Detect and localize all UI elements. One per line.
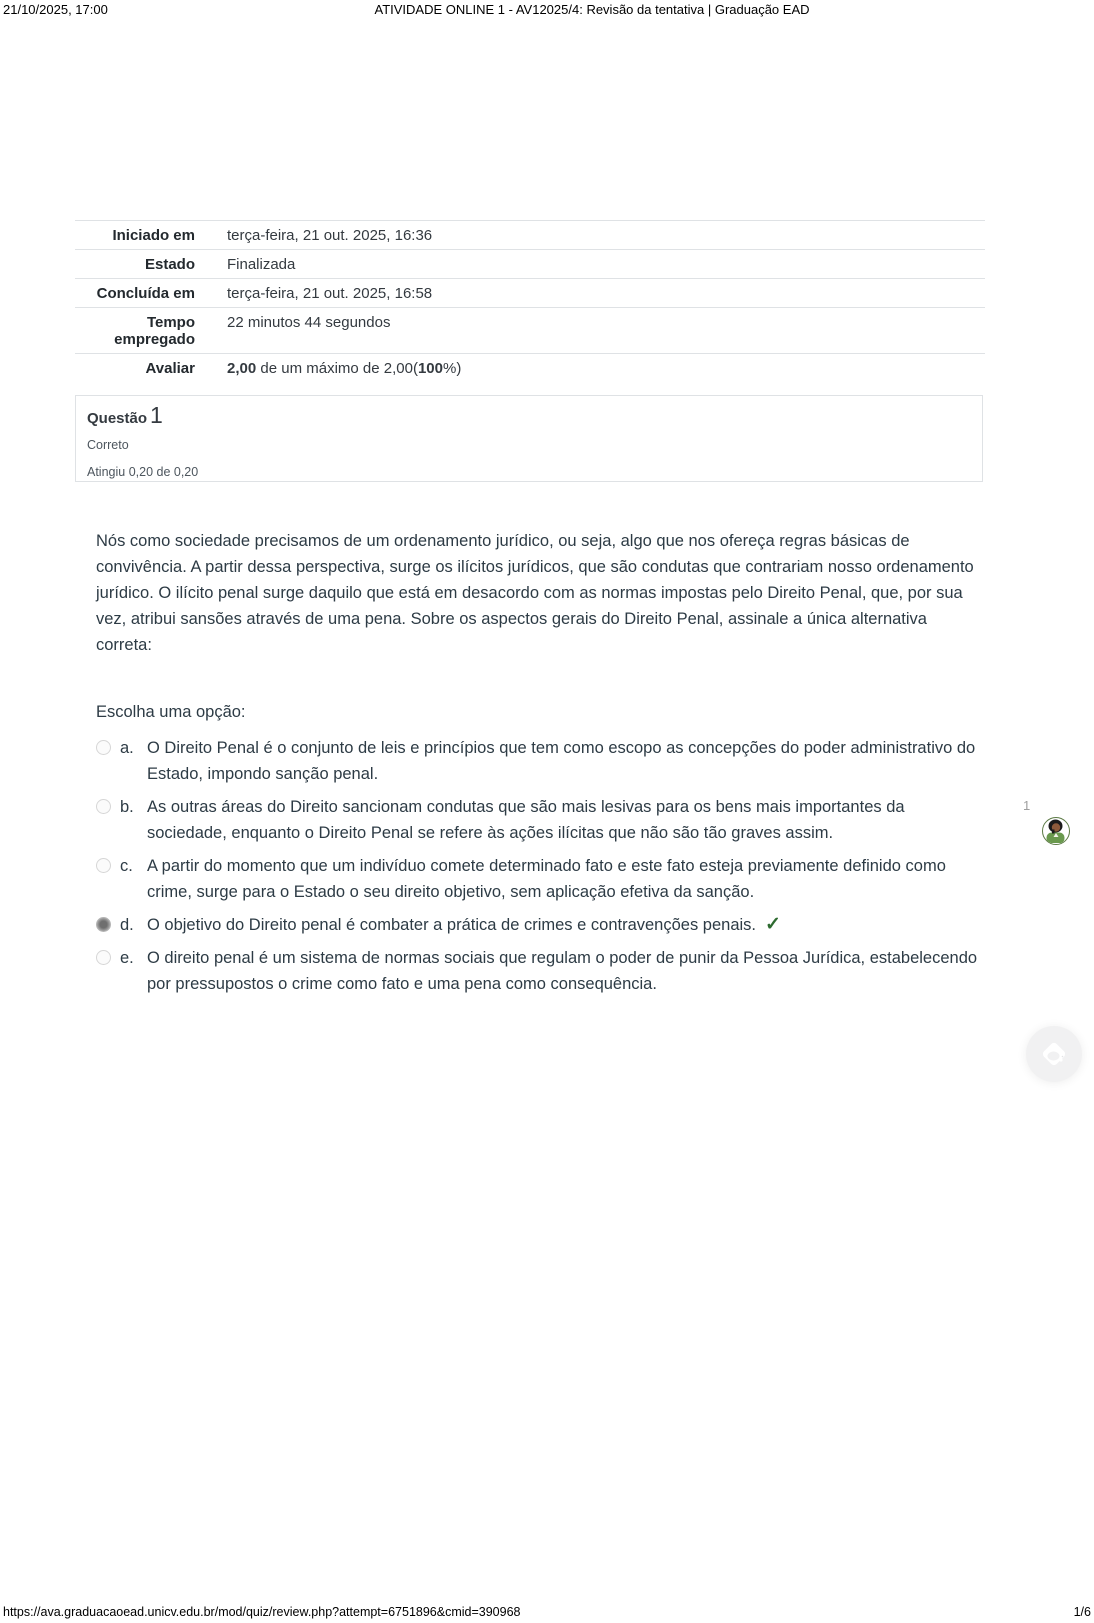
radio-button[interactable] [96,740,111,755]
answer-option-c [96,853,985,905]
table-row [75,249,985,278]
question-info-box [75,395,983,482]
question-number-line [87,403,971,431]
print-datetime: 21/10/2025, 17:00 [3,2,108,17]
print-footer-url: https://ava.graduacaoead.unicv.edu.br/mod/quiz/review.php?attempt=6751896&cmid=390968 [3,1605,521,1619]
grade-middle-text: de um máximo de 2,00( [256,360,418,377]
question-number: 1 [150,402,163,428]
print-footer [0,1605,1094,1619]
attempt-summary-table [75,220,985,382]
scroll-to-top-button[interactable] [1026,1026,1082,1082]
option-text: A partir do momento que um indivíduo comete determinado fato e este fato esteja previamente definido como crime, surge para o Estado o seu direito objetivo, sem aplicação efetiva da sanção. [147,857,946,901]
question-label: Questão [87,410,148,427]
answer-option-d-selected [96,912,985,938]
option-text [147,912,985,938]
question-status: Correto [87,438,129,452]
table-row [75,278,985,307]
answer-option-a [96,735,985,787]
print-page-title: ATIVIDADE ONLINE 1 - AV12025/4: Revisão da tentativa | Graduação EAD [374,2,810,17]
answer-option-e [96,945,985,997]
grade-suffix: %) [442,360,462,377]
print-header [0,2,1094,17]
summary-label: Tempo empregado [114,314,195,348]
option-letter: a. [120,739,134,757]
question-text: Nós como sociedade precisamos de um ordenamento jurídico, ou seja, algo que nos ofereça regras básicas de convivência. A partir dessa perspectiva, surge os ilícitos jurídicos, que são condutas que contrariam nosso ordenamento jurídico. O ilícito penal surge daquilo que está em desacordo com as normas impostas pelo Direito Penal, que, por sua vez, atribui sansões através de uma pena. Sobre os aspectos gerais do Direito Penal, assinale a única alternativa correta: [96,532,974,654]
summary-label: Concluída em [96,285,195,302]
option-text: O direito penal é um sistema de normas sociais que regulam o poder de punir da Pessoa Jurídica, estabelecendo por pressupostos o crime como fato e uma pena como consequência. [147,949,978,993]
summary-value: terça-feira, 21 out. 2025, 16:58 [227,285,433,302]
summary-value: 22 minutos 44 segundos [227,314,391,331]
option-text-content: O objetivo do Direito penal é combater a prática de crimes e contravenções penais. [147,916,756,934]
summary-label: Avaliar [145,360,195,377]
print-footer-page-number: 1/6 [1073,1605,1091,1619]
option-letter: d. [120,916,134,934]
answer-option-b [96,794,985,846]
question-points: Atingiu 0,20 de 0,20 [87,465,199,479]
option-letter: c. [120,857,133,875]
question-body [96,528,985,1004]
summary-grade-value [227,360,985,377]
radio-button[interactable] [96,799,111,814]
option-letter: b. [120,798,134,816]
radio-button[interactable] [96,858,111,873]
grade-percent: 100 [417,360,443,377]
option-text: As outras áreas do Direito sancionam condutas que são mais lesivas para os bens mais importantes da sociedade, enquanto o Direito Penal se refere às ações ilícitas que não são tão graves assim. [147,798,905,842]
option-letter: e. [120,949,134,967]
table-row [75,220,985,249]
table-row-grade [75,353,985,382]
summary-label: Iniciado em [112,227,195,244]
grade-score: 2,00 [227,360,257,377]
correct-check-icon: ✓ [765,914,781,935]
user-avatar[interactable] [1042,817,1070,845]
summary-value: terça-feira, 21 out. 2025, 16:36 [227,227,433,244]
question-nav-marker: 1 [1023,798,1031,813]
summary-label: Estado [144,256,195,273]
unicv-logo-icon [1037,1037,1071,1071]
option-text: O Direito Penal é o conjunto de leis e princípios que tem como escopo as concepções do poder administrativo do Estado, impondo sanção penal. [147,739,976,783]
radio-button-selected[interactable] [96,917,111,932]
summary-value: Finalizada [227,256,296,273]
choice-prompt: Escolha uma opção: [96,703,246,721]
avatar-person-icon [1043,818,1068,843]
radio-button[interactable] [96,950,111,965]
table-row [75,307,985,353]
